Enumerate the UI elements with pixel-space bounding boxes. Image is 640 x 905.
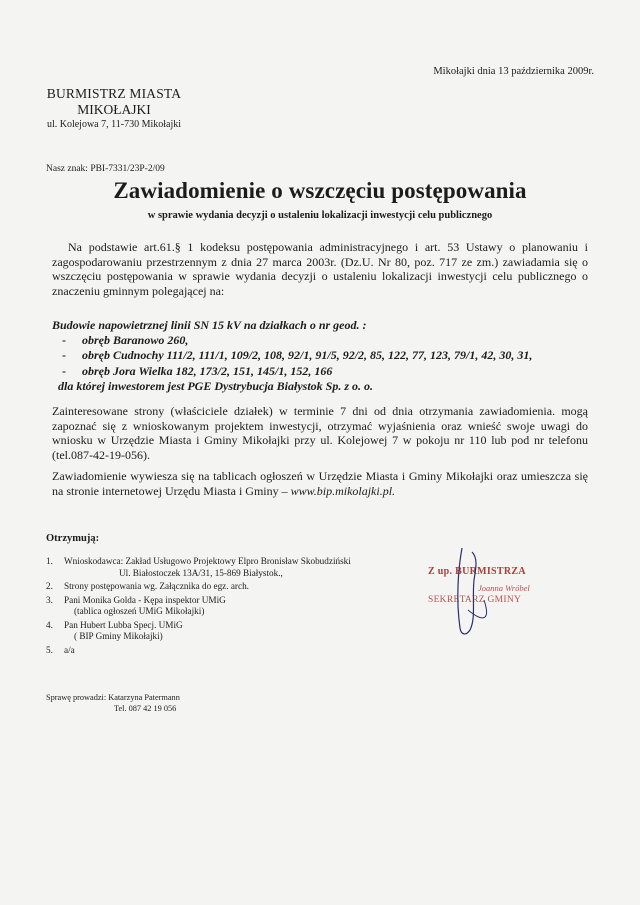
stamp-line: Z up. BURMISTRZA [428,566,526,577]
publication-paragraph [52,469,588,498]
legal-basis-paragraph: Na podstawie art.61.§ 1 kodeksu postępowania administracyjnego i art. 53 Ustawy o planowaniu i zagospodarowaniu przestrzennym z dnia 27 marca 2003r. (Dz.U. Nr 80, poz. 717 ze zm.) zawiadamia się o wszczęciu postępowania w sprawie wydania decyzji o ustaleniu lokalizacji inwestycji celu publicznego o znaczeniu gminnym polegającej na: [52,240,588,298]
reference-number: Nasz znak: PBI-7331/23P-2/09 [46,164,165,174]
list-item [46,620,376,643]
list-item [46,556,376,579]
list-item [52,348,592,363]
document-date: Mikołajki dnia 13 października 2009r. [433,66,594,77]
list-item [52,364,592,379]
list-item [46,595,376,618]
list-item-text: obręb Jora Wielka 182, 173/2, 151, 145/1, 152, 166 [82,363,333,378]
list-number: 4. [46,619,53,630]
sender-title: BURMISTRZ MIASTA [46,86,182,101]
list-item [46,581,376,593]
recipient-line: Pan Hubert Lubba Specj. UMiG [64,619,183,630]
list-dash: - [62,348,66,363]
recipients-list [46,556,376,658]
list-number: 2. [46,581,53,591]
handwritten-signature [432,540,522,640]
case-officer-phone: Tel. 087 42 19 056 [114,703,177,713]
recipient-line: Strony postępowania wg. Załącznika do egz. arch. [64,581,249,591]
list-dash: - [62,363,66,378]
case-officer-block [46,693,180,714]
list-number: 1. [46,556,53,566]
list-item-body [64,595,376,618]
website-link: www.bip.mikolajki.pl. [290,483,396,498]
publication-text: Zawiadomienie wywiesza się na tablicach ogłoszeń w Urzędzie Miasta i Gminy Mikołajki oraz umieszcza się na stronie internetowej Urzędu Miasta i Gminy – [52,469,588,498]
recipient-line: Pani Monika Golda - Kępa inspektor UMiG [64,594,226,605]
recipient-line: Ul. Białostoczek 13A/31, 15-869 Białystok., [119,567,283,578]
list-item-text: obręb Cudnochy 111/2, 111/1, 109/2, 108, 92/1, 91/5, 92/2, 85, 122, 77, 123, 79/1, 42, 30, 31, [82,348,533,363]
sender-city: MIKOŁAJKI [77,102,151,117]
recipient-line: a/a [64,644,75,655]
list-item-body [64,556,376,579]
case-officer: Sprawę prowadzi: Katarzyna Patermann [46,693,180,702]
sender-address: ul. Kolejowa 7, 11-730 Mikołajki [46,119,182,130]
list-dash: - [62,333,66,348]
list-item-text: obręb Baranowo 260, [82,333,189,348]
parties-paragraph: Zainteresowane strony (właściciele działek) w terminie 7 dni od dnia otrzymania zawiadomienia. mogą zapoznać się z wnioskowanym projektem inwestycji, otrzymać wyjaśnienia oraz wnieść swoje uwagi do wniosku w Urzędzie Miasta i Gminy Mikołajki przy ul. Kolejowej 7 w pokoju nr 110 lub pod nr telefonu (tel.087-42-19-056). [52,404,588,462]
stamp-name: Joanna Wróbel [478,583,530,593]
investor-line: dla której inwestorem jest PGE Dystrybucja Białystok Sp. z o. o. [58,378,374,393]
stamp-line: SEKRETARZ GMINY [428,595,522,605]
recipient-line: ( BIP Gminy Mikołajki) [74,631,163,641]
recipient-line: (tablica ogłoszeń UMiG Mikołajki) [74,606,205,616]
list-item [46,645,376,657]
document-title: Zawiadomienie o wszczęciu postępowania [113,178,527,203]
list-item [52,333,592,348]
list-number: 3. [46,594,53,605]
sender-block [28,86,200,130]
project-heading: Budowie napowietrznej linii SN 15 kV na działkach o nr geod. : [52,318,367,332]
list-number: 5. [46,644,53,655]
recipient-line: Wnioskodawca: Zakład Usługowo Projektowy Elpro Bronisław Skobudziński [64,556,351,566]
document-subtitle: w sprawie wydania decyzji o ustaleniu lokalizacji inwestycji celu publicznego [147,210,493,221]
project-list [52,318,592,394]
list-item-body [64,620,376,643]
recipients-heading: Otrzymują: [46,533,100,544]
